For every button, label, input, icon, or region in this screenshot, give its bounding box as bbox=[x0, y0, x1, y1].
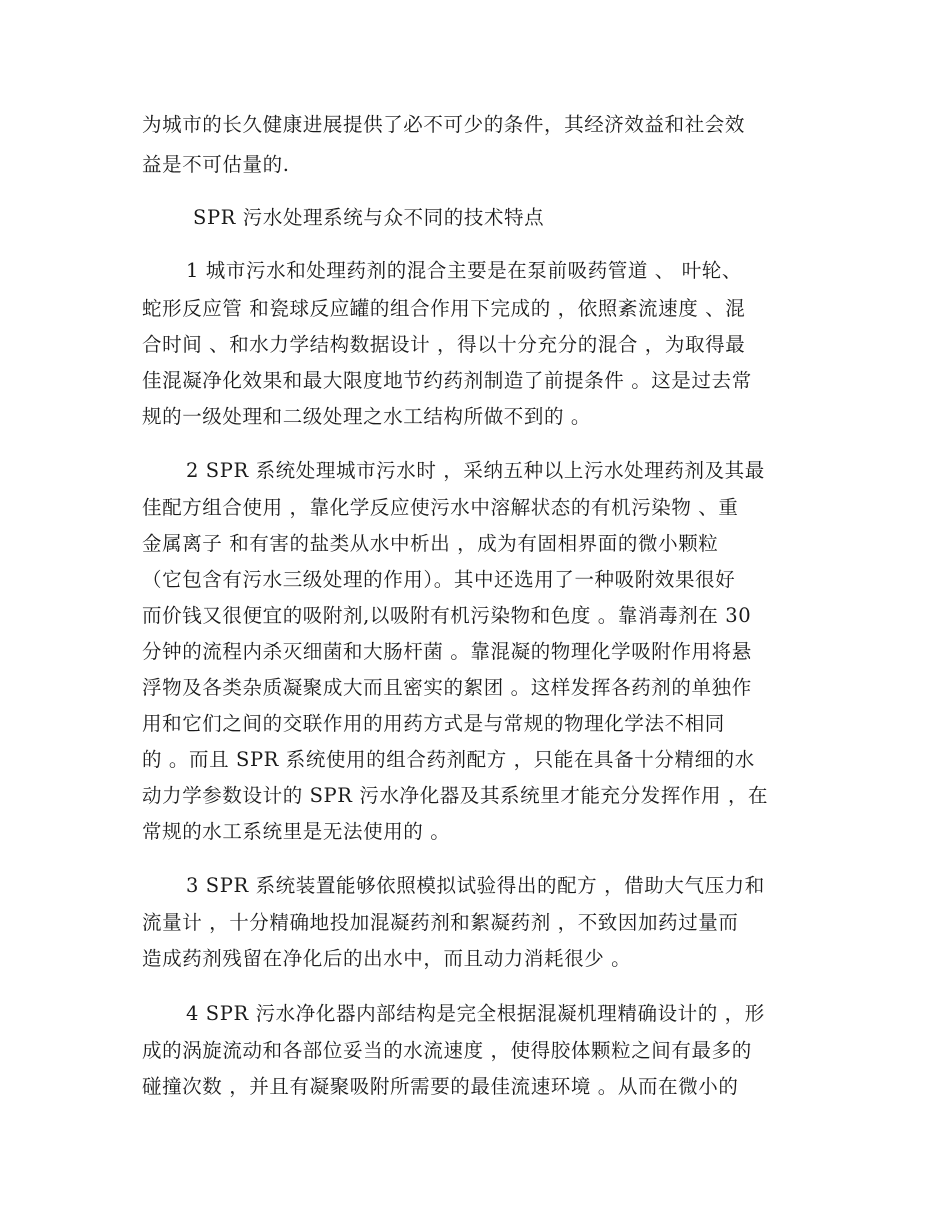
paragraph-3-line: 3 SPR 系统装置能够依照模拟试验得出的配方 ，借助大气压力和 bbox=[186, 874, 765, 897]
paragraph-2-line: 浮物及各类杂质凝聚成大而且密实的絮团 。这样发挥各药剂的单独作 bbox=[142, 676, 752, 699]
paragraph-1-line: 1 城市污水和处理药剂的混合主要是在泵前吸药管道 、 叶轮、 bbox=[186, 259, 743, 282]
paragraph-1-line: 佳混凝净化效果和最大限度地节约药剂制造了前提条件 。这是过去常 bbox=[142, 369, 752, 392]
paragraph-2-line: 金属离子 和有害的盐类从水中析出 ，成为有固相界面的微小颗粒 bbox=[142, 532, 719, 555]
paragraph-2-line: 常规的水工系统里是无法使用的 。 bbox=[142, 820, 451, 843]
paragraph-3-line: 流量计 ，十分精确地投加混凝药剂和絮凝药剂 ，不致因加药过量而 bbox=[142, 911, 739, 934]
paragraph-2-line: 用和它们之间的交联作用的用药方式是与常规的物理化学法不相同 bbox=[142, 712, 725, 735]
paragraph-2-line: 佳配方组合使用 ，靠化学反应使污水中溶解状态的有机污染物 、重 bbox=[142, 496, 739, 519]
paragraph-4-line: 碰撞次数 ，并且有凝聚吸附所需要的最佳流速环境 。从而在微小的 bbox=[142, 1075, 739, 1098]
paragraph-3-line: 造成药剂残留在净化后的出水中，而且动力消耗很少 。 bbox=[142, 947, 632, 970]
paragraph-2-line: 的 。而且 SPR 系统使用的组合药剂配方 ，只能在具备十分精细的水 bbox=[142, 748, 755, 771]
paragraph-2-line: 动力学参数设计的 SPR 污水净化器及其系统里才能充分发挥作用 ，在 bbox=[142, 784, 769, 807]
paragraph-2-line: 2 SPR 系统处理城市污水时 ，采纳五种以上污水处理药剂及其最 bbox=[186, 459, 765, 482]
paragraph-2-line: 分钟的流程内杀灭细菌和大肠杆菌 。靠混凝的物理化学吸附作用将悬 bbox=[142, 640, 752, 663]
paragraph-2-line: 而价钱又很便宜的吸附剂,以吸附有机污染物和色度 。靠消毒剂在 30 bbox=[142, 604, 752, 627]
body-text-line: 为城市的长久健康进展提供了必不可少的条件，其经济效益和社会效 bbox=[142, 113, 746, 136]
paragraph-4-line: 4 SPR 污水净化器内部结构是完全根据混凝机理精确设计的 ，形 bbox=[186, 1002, 765, 1025]
paragraph-4-line: 成的涡旋流动和各部位妥当的水流速度 ，使得胶体颗粒之间有最多的 bbox=[142, 1039, 752, 1062]
section-heading: SPR 污水处理系统与众不同的技术特点 bbox=[193, 206, 545, 229]
paragraph-1-line: 规的一级处理和二级处理之水工结构所做不到的 。 bbox=[142, 405, 591, 428]
paragraph-1-line: 合时间 、和水力学结构数据设计 ，得以十分充分的混合 ，为取得最 bbox=[142, 333, 746, 356]
paragraph-2-line: （它包含有污水三级处理的作用）。其中还选用了一种吸附效果很好 bbox=[142, 568, 736, 591]
body-text-line: 益是不可估量的. bbox=[142, 153, 290, 176]
paragraph-1-line: 蛇形反应管 和瓷球反应罐的组合作用下完成的 ，依照紊流速度 、混 bbox=[142, 297, 746, 320]
